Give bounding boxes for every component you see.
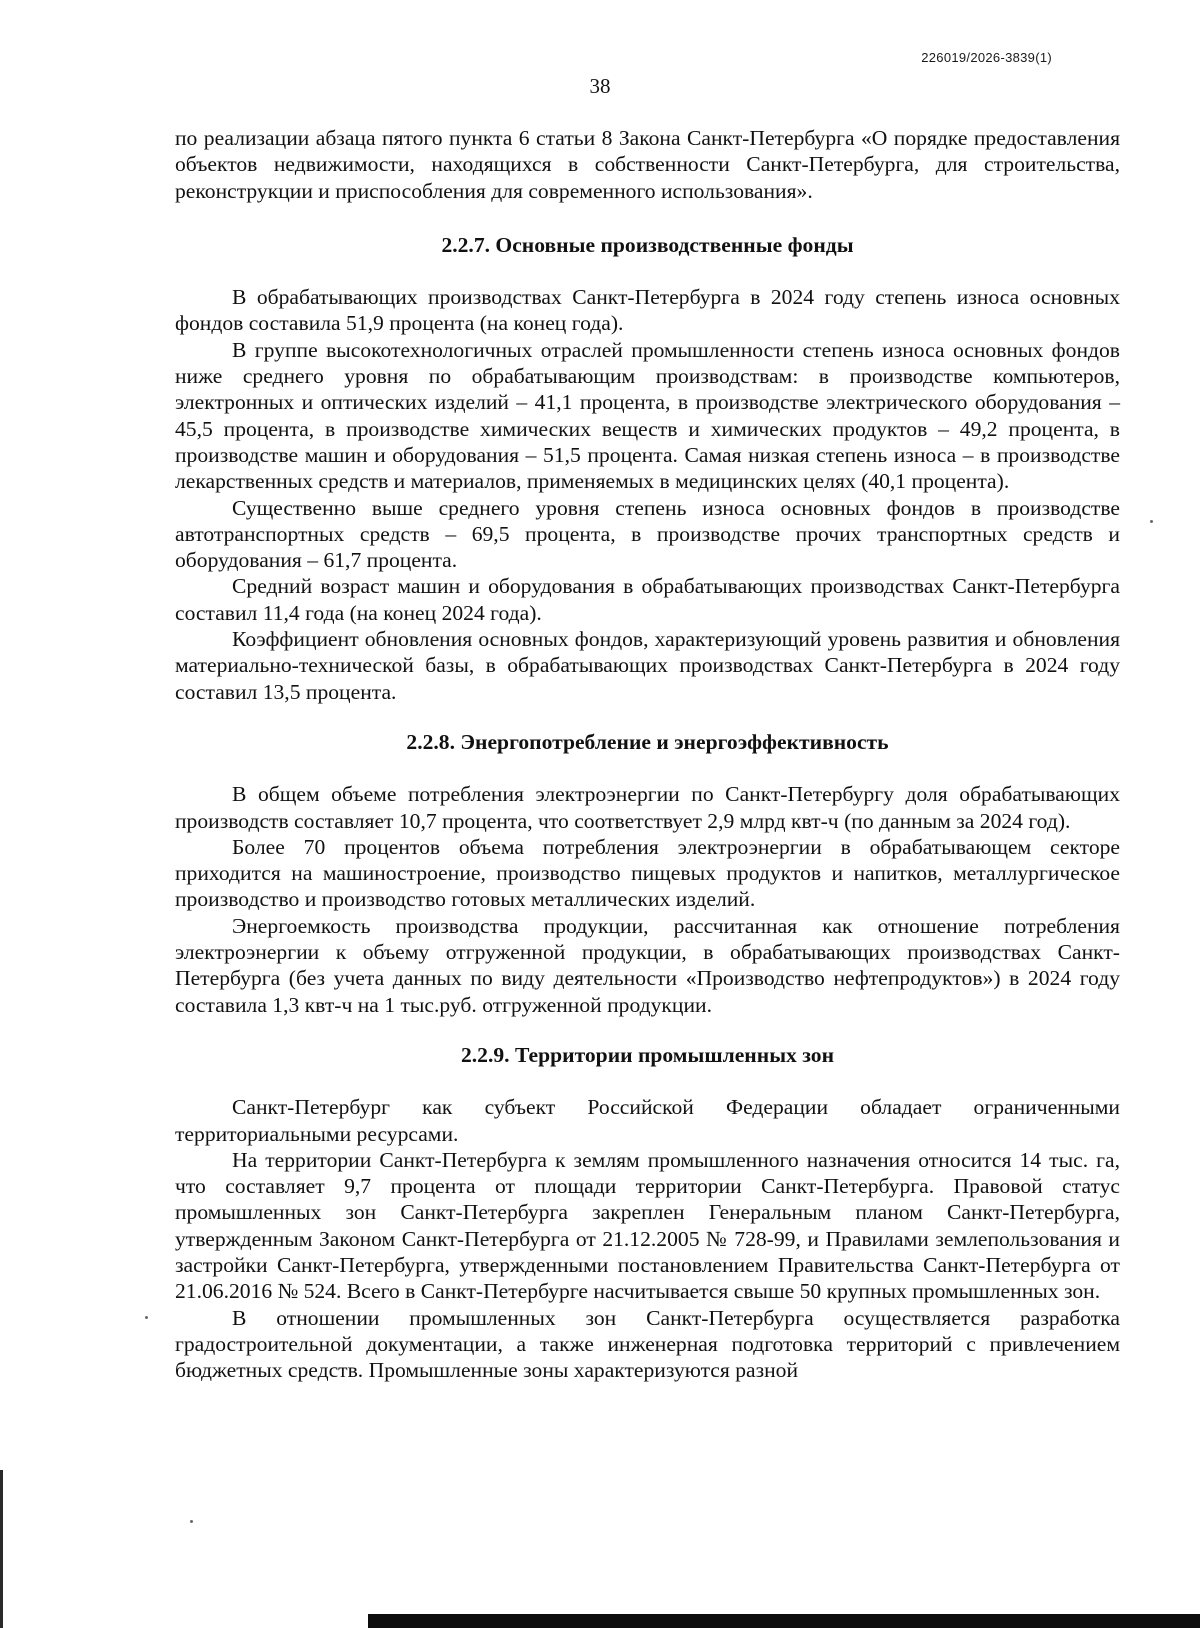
section-heading-2-2-7: 2.2.7. Основные производственные фонды (441, 232, 854, 257)
scan-edge-mark (0, 1470, 3, 1628)
paragraph: Коэффициент обновления основных фондов, характеризующий уровень развития и обновления материально-технической базы, в обрабатывающих производствах Санкт-Петербурга в 2024 году составил 13,5 процента. (175, 627, 1120, 704)
paragraph: В группе высокотехнологичных отраслей промышленности степень износа основных фондов ниже среднего уровня по обрабатывающим производствам: в производстве компьютеров, электронных и оптических изделий – 41,1 процента, в производстве электрического оборудования – 45,5 процента, в производстве химических веществ и химических продуктов – 49,2 процента, в производстве машин и оборудования – 51,5 процента. Самая низкая степень износа – в производстве лекарственных средств и материалов, применяемых в медицинских целях (40,1 процента). (175, 337, 1120, 494)
scan-bottom-edge (368, 1614, 1200, 1628)
paragraph: В отношении промышленных зон Санкт-Петербурга осуществляется разработка градостроительной документации, а также инженерная подготовка территорий с привлечением бюджетных средств. Промышленные зоны характеризуются разной (175, 1305, 1120, 1383)
paragraph: Санкт-Петербург как субъект Российской Федерации обладает ограниченными территориальными ресурсами. (175, 1095, 1120, 1146)
paragraph: В обрабатывающих производствах Санкт-Петербурга в 2024 году степень износа основных фондов составила 51,9 процента (на конец года). (175, 285, 1120, 336)
section-heading-2-2-9: 2.2.9. Территории промышленных зон (460, 1042, 835, 1067)
page-number: 38 (589, 74, 611, 98)
paragraph: Более 70 процентов объема потребления электроэнергии в обрабатывающем секторе приходится на машиностроение, производство пищевых продуктов и напитков, металлургическое производство и производство готовых металлических изделий. (175, 834, 1120, 912)
scan-speck (1150, 520, 1153, 523)
section-heading-2-2-8: 2.2.8. Энергопотребление и энергоэффективность (406, 729, 889, 754)
paragraph: Средний возраст машин и оборудования в обрабатывающих производствах Санкт-Петербурга составил 11,4 года (на конец 2024 года). (175, 574, 1120, 625)
document-registration-number: 226019/2026-3839(1) (921, 50, 1052, 65)
scan-speck (190, 1520, 193, 1523)
paragraph: В общем объеме потребления электроэнергии по Санкт-Петербургу доля обрабатывающих производств составляет 10,7 процента, что соответствует 2,9 млрд квт-ч (по данным за 2024 год). (175, 782, 1120, 833)
paragraph: Энергоемкость производства продукции, рассчитанная как отношение потребления электроэнергии к объему отгруженной продукции, в обрабатывающих производствах Санкт-Петербурга (без учета данных по виду деятельности «Производство нефтепродуктов») в 2024 году составила 1,3 квт-ч на 1 тыс.руб. отгруженной продукции. (175, 913, 1120, 1017)
paragraph: Существенно выше среднего уровня степень износа основных фондов в производстве автотранспортных средств – 69,5 процента, в производстве прочих транспортных средств и оборудования – 61,7 процента. (175, 495, 1120, 573)
scan-speck (145, 1316, 148, 1319)
document-body (175, 125, 1120, 1383)
continuation-paragraph: по реализации абзаца пятого пункта 6 статьи 8 Закона Санкт-Петербурга «О порядке предоставления объектов недвижимости, находящихся в собственности Санкт-Петербурга, для строительства, реконструкции и приспособления для современного использования». (175, 126, 1120, 203)
paragraph: На территории Санкт-Петербурга к землям промышленного назначения относится 14 тыс. га, что составляет 9,7 процента от площади территории Санкт-Петербурга. Правовой статус промышленных зон Санкт-Петербурга закреплен Генеральным планом Санкт-Петербурга, утвержденным Законом Санкт-Петербурга от 21.12.2005 № 728-99, и Правилами землепользования и застройки Санкт-Петербурга, утвержденными постановлением Правительства Санкт-Петербурга от 21.06.2016 № 524. Всего в Санкт-Петербурге насчитывается свыше 50 крупных промышленных зон. (175, 1147, 1120, 1304)
